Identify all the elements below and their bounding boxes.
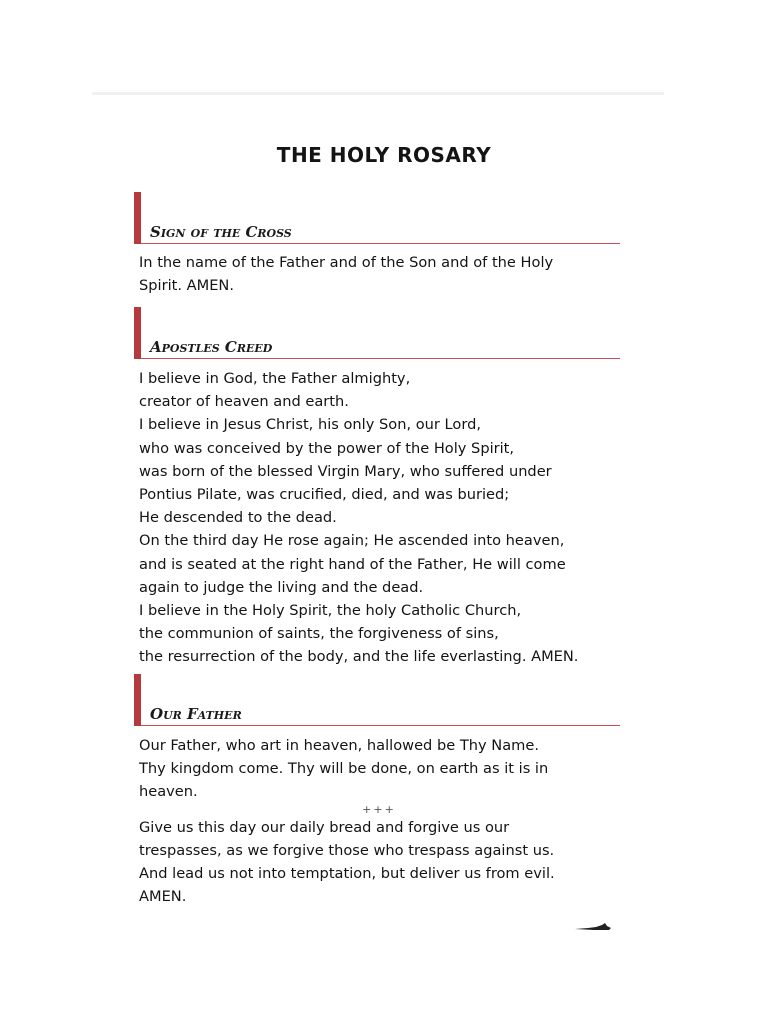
prayer-line: again to judge the living and the dead. [139,578,424,596]
section-heading-text: Our Father [150,705,242,723]
prayer-line: I believe in the Holy Spirit, the holy Catholic Church, [139,602,522,620]
section-heading-apostles-creed [134,307,620,359]
section-heading-text: Sign of the Cross [150,223,292,241]
section-heading-text: Apostles Creed [150,338,273,356]
our-father-text [139,734,629,908]
section-heading-sign-of-the-cross [134,192,620,244]
prayer-line: He descended to the dead. [139,509,337,527]
apostles-creed-text [139,367,629,669]
top-divider [92,92,664,95]
heading-underline [141,243,620,244]
prayer-line: I believe in God, the Father almighty, [139,370,411,387]
page-continue-mark [574,922,612,931]
heading-accent-bar [134,192,141,244]
heading-underline [141,358,620,359]
page-title: THE HOLY ROSARY [276,143,492,167]
prayer-line: I believe in Jesus Christ, his only Son, our Lord, [139,416,481,434]
prayer-line: the resurrection of the body, and the life everlasting. AMEN. [139,648,579,666]
prayer-line: was born of the blessed Virgin Mary, who suffered under [139,462,552,480]
prayer-line: who was conceived by the power of the Holy Spirit, [139,439,515,457]
section-separator: +++ [362,802,396,816]
prayer-line: Pontius Pilate, was crucified, died, and was buried; [139,486,510,504]
prayer-line: Our Father, who art in heaven, hallowed be Thy Name. [139,737,539,754]
prayer-line: Give us this day our daily bread and forgive us our [139,818,510,836]
prayer-line: On the third day He rose again; He ascended into heaven, [139,532,565,550]
section-heading-our-father [134,674,620,726]
prayer-line: the communion of saints, the forgiveness of sins, [139,625,499,643]
prayer-line: Spirit. AMEN. [139,277,234,295]
prayer-line: heaven. [139,783,198,801]
prayer-line: And lead us not into temptation, but deliver us from evil. [139,865,555,883]
heading-accent-bar [134,307,141,359]
heading-underline [141,725,620,726]
heading-accent-bar [134,674,141,726]
prayer-line: creator of heaven and earth. [139,393,349,411]
prayer-line: trespasses, as we forgive those who trespass against us. [139,841,555,859]
sign-of-the-cross-text [139,251,629,297]
prayer-line: In the name of the Father and of the Son and of the Holy [139,254,554,271]
prayer-line: AMEN. [139,888,187,906]
prayer-line: Thy kingdom come. Thy will be done, on earth as it is in [139,760,549,778]
prayer-line: and is seated at the right hand of the Father, He will come [139,555,566,573]
